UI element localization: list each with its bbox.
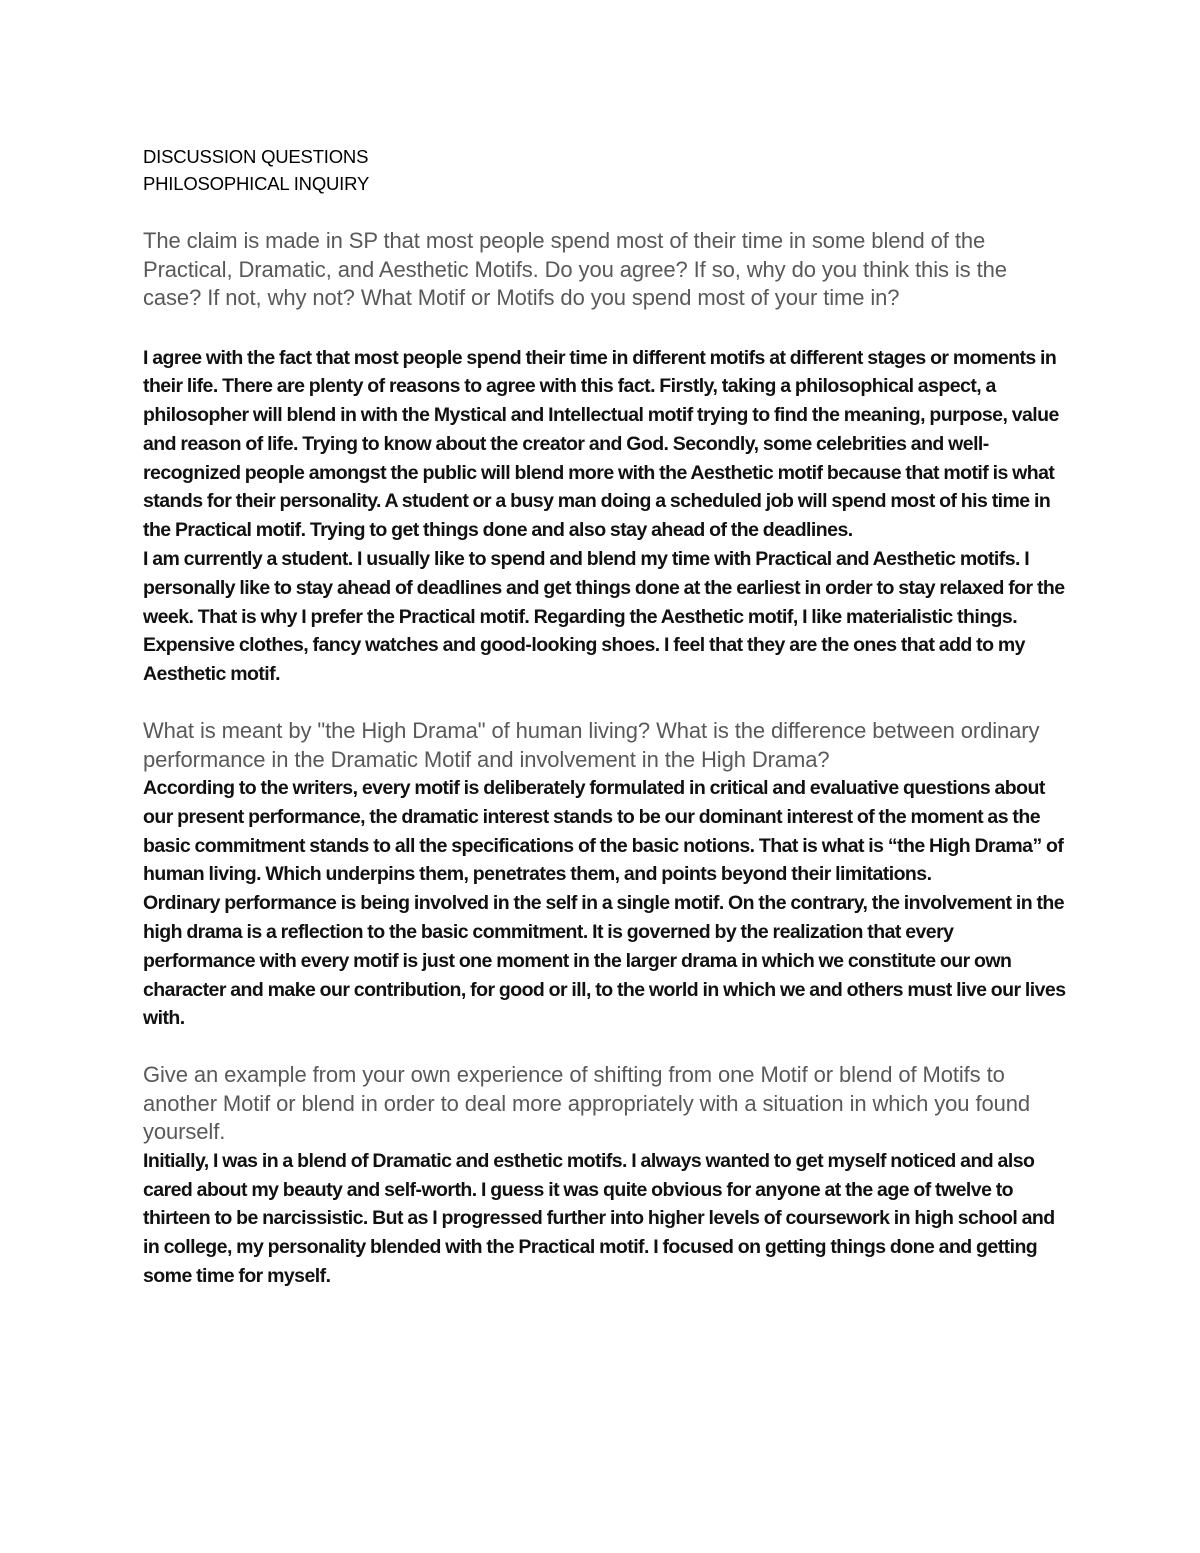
spacer xyxy=(143,1033,1068,1061)
document-page xyxy=(143,143,1068,1291)
question-1: The claim is made in SP that most people spend most of their time in some blend of the Practical, Dramatic, and Aesthetic Motifs. Do you agree? If so, why do you think this is the case? If not, why not? What Motif or Motifs do you spend most of your time in? xyxy=(143,228,1007,310)
spacer xyxy=(143,689,1068,717)
heading-discussion-questions: DISCUSSION QUESTIONS xyxy=(143,146,369,167)
answer-3-paragraph-1: Initially, I was in a blend of Dramatic and esthetic motifs. I always wanted to get myself noticed and also cared about my beauty and self-worth. I guess it was quite obvious for anyone at the age of twelve to thirteen to be narcissistic. But as I progressed further into higher levels of coursework in high school and in college, my personality blended with the Practical motif. I focused on getting things done and getting some time for myself. xyxy=(143,1149,1055,1287)
answer-1-paragraph-1: I agree with the fact that most people spend their time in different motifs at different stages or moments in their life. There are plenty of reasons to agree with this fact. Firstly, taking a philosophical aspect, a philosopher will blend in with the Mystical and Intellectual motif trying to find the meaning, purpose, value and reason of life. Trying to know about the creator and God. Secondly, some celebrities and well-recognized people amongst the public will blend more with the Aesthetic motif because that motif is what stands for their personality. A student or a busy man doing a scheduled job will spend most of his time in the Practical motif. Trying to get things done and also stay ahead of the deadlines. xyxy=(143,346,1059,542)
spacer xyxy=(143,313,1068,344)
answer-1-paragraph-2: I am currently a student. I usually like to spend and blend my time with Practical and Aesthetic motifs. I personally like to stay ahead of deadlines and get things done at the earliest in order to stay relaxed for the week. That is why I prefer the Practical motif. Regarding the Aesthetic motif, I like materialistic things. Expensive clothes, fancy watches and good-looking shoes. I feel that they are the ones that add to my Aesthetic motif. xyxy=(143,548,1065,686)
question-2: What is meant by "the High Drama" of human living? What is the difference between ordinary performance in the Dramatic Motif and involvement in the High Drama? xyxy=(143,718,1040,772)
answer-2-paragraph-2: Ordinary performance is being involved in the self in a single motif. On the contrary, the involvement in the high drama is a reflection to the basic commitment. It is governed by the realization that every performance with every motif is just one moment in the larger drama in which we constitute our own character and make our contribution, for good or ill, to the world in which we and others must live our lives with. xyxy=(143,892,1066,1030)
question-3: Give an example from your own experience of shifting from one Motif or blend of Motifs to another Motif or blend in order to deal more appropriately with a situation in which you found yourself. xyxy=(143,1062,1031,1145)
heading-philosophical-inquiry: PHILOSOPHICAL INQUIRY xyxy=(143,173,370,194)
spacer xyxy=(143,197,1068,227)
answer-2-paragraph-1: According to the writers, every motif is deliberately formulated in critical and evaluative questions about our present performance, the dramatic interest stands to be our dominant interest of the moment as the basic commitment stands to all the specifications of the basic notions. That is what is “the High Drama” of human living. Which underpins them, penetrates them, and points beyond their limitations. xyxy=(143,777,1064,886)
